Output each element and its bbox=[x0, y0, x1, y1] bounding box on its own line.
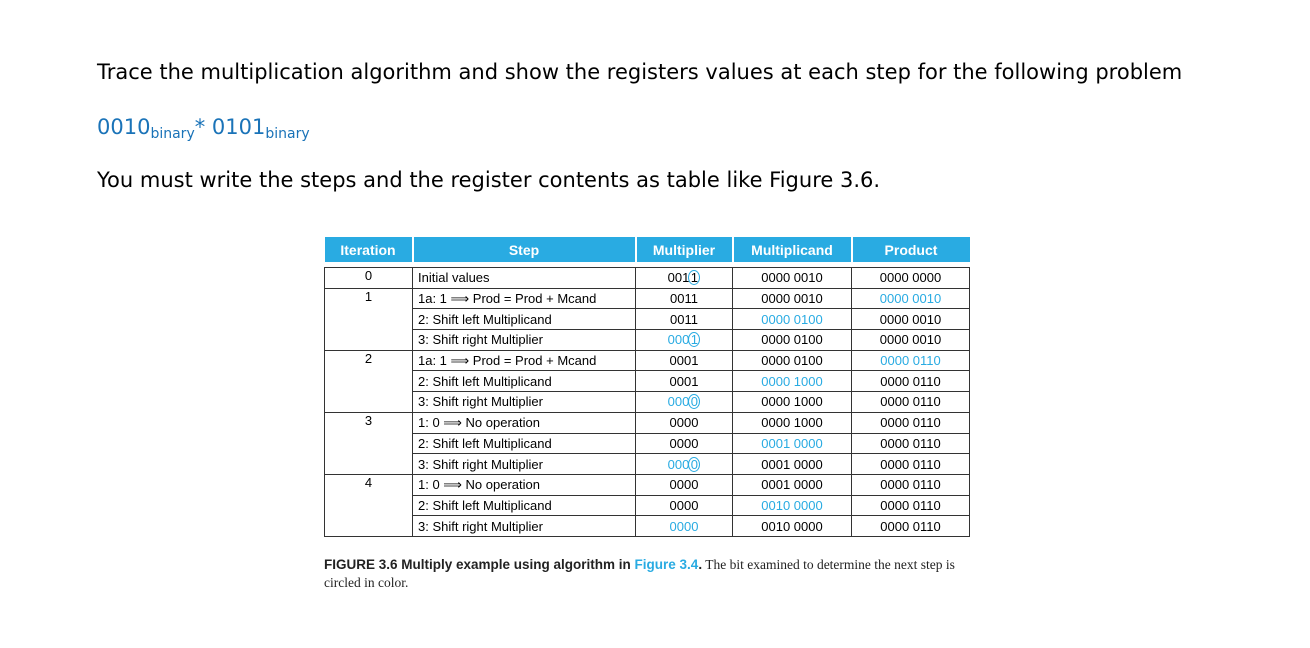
product-cell: 0000 0010 bbox=[852, 288, 970, 309]
multiplier-cell: 0001 bbox=[636, 330, 733, 351]
step-cell: 3: Shift right Multiplier bbox=[413, 454, 636, 475]
product-cell: 0000 0110 bbox=[852, 516, 970, 537]
product-cell: 0000 0110 bbox=[852, 412, 970, 433]
table-row bbox=[325, 474, 970, 495]
product-cell: 0000 0110 bbox=[852, 392, 970, 413]
table-row bbox=[325, 433, 970, 454]
table-row bbox=[325, 371, 970, 392]
header-iteration: Iteration bbox=[325, 237, 413, 262]
multiplicand-cell: 0000 0100 bbox=[733, 309, 852, 330]
table-row bbox=[325, 268, 970, 289]
multiplicand-cell: 0001 0000 bbox=[733, 433, 852, 454]
multiplier-cell: 0000 bbox=[636, 474, 733, 495]
caption-figure-ref: Figure 3.4 bbox=[634, 557, 699, 572]
operand-1-base: binary bbox=[150, 126, 195, 142]
step-cell: 3: Shift right Multiplier bbox=[413, 516, 636, 537]
multiplier-cell: 0011 bbox=[636, 268, 733, 289]
table-row bbox=[325, 309, 970, 330]
product-cell: 0000 0110 bbox=[852, 350, 970, 371]
examined-bit: 1 bbox=[688, 332, 700, 347]
step-cell: 1: 0 ⟹ No operation bbox=[413, 412, 636, 433]
multiplier-cell: 0011 bbox=[636, 309, 733, 330]
multiplicand-cell: 0001 0000 bbox=[733, 454, 852, 475]
iteration-cell: 0 bbox=[325, 268, 413, 289]
step-cell: 2: Shift left Multiplicand bbox=[413, 433, 636, 454]
table-row bbox=[325, 495, 970, 516]
multiplier-cell: 0001 bbox=[636, 371, 733, 392]
table-row bbox=[325, 330, 970, 351]
multiplier-cell: 0011 bbox=[636, 288, 733, 309]
table-row bbox=[325, 288, 970, 309]
iteration-cell: 3 bbox=[325, 412, 413, 474]
header-multiplicand: Multiplicand bbox=[733, 237, 852, 262]
multiplier-cell: 0001 bbox=[636, 350, 733, 371]
product-cell: 0000 0110 bbox=[852, 495, 970, 516]
problem-expression bbox=[97, 115, 310, 142]
step-cell: 2: Shift left Multiplicand bbox=[413, 309, 636, 330]
multiplier-cell: 0000 bbox=[636, 454, 733, 475]
multiplicand-cell: 0000 1000 bbox=[733, 371, 852, 392]
operand-1: 0010 bbox=[97, 115, 151, 139]
multiply-table bbox=[324, 237, 970, 537]
product-cell: 0000 0010 bbox=[852, 309, 970, 330]
product-cell: 0000 0110 bbox=[852, 433, 970, 454]
caption-text: The bit examined to determine the next step is circled in color. bbox=[324, 557, 955, 590]
header-product: Product bbox=[852, 237, 970, 262]
step-cell: 3: Shift right Multiplier bbox=[413, 330, 636, 351]
step-cell: 1a: 1 ⟹ Prod = Prod + Mcand bbox=[413, 350, 636, 371]
multiplicand-cell: 0000 1000 bbox=[733, 392, 852, 413]
examined-bit: 1 bbox=[688, 270, 700, 285]
multiplier-cell: 0000 bbox=[636, 412, 733, 433]
step-cell: 2: Shift left Multiplicand bbox=[413, 495, 636, 516]
multiplicand-cell: 0000 0010 bbox=[733, 288, 852, 309]
step-cell: 3: Shift right Multiplier bbox=[413, 392, 636, 413]
product-cell: 0000 0110 bbox=[852, 474, 970, 495]
multiplicand-cell: 0000 1000 bbox=[733, 412, 852, 433]
multiplicand-cell: 0001 0000 bbox=[733, 474, 852, 495]
table-row bbox=[325, 454, 970, 475]
multiplicand-cell: 0000 0010 bbox=[733, 268, 852, 289]
table-row bbox=[325, 516, 970, 537]
question-line-1: Trace the multiplication algorithm and show the registers values at each step for the following problem bbox=[97, 60, 1183, 84]
header-multiplier: Multiplier bbox=[636, 237, 733, 262]
header-step: Step bbox=[413, 237, 636, 262]
step-cell: 1: 0 ⟹ No operation bbox=[413, 474, 636, 495]
multiplicand-cell: 0010 0000 bbox=[733, 516, 852, 537]
examined-bit: 0 bbox=[688, 457, 700, 472]
table-row bbox=[325, 350, 970, 371]
figure-caption bbox=[324, 556, 974, 592]
multiplier-cell: 0000 bbox=[636, 392, 733, 413]
step-cell: 2: Shift left Multiplicand bbox=[413, 371, 636, 392]
product-cell: 0000 0110 bbox=[852, 371, 970, 392]
multiplier-cell: 0000 bbox=[636, 495, 733, 516]
caption-label: FIGURE 3.6 Multiply example using algorithm in bbox=[324, 557, 635, 572]
step-cell: Initial values bbox=[413, 268, 636, 289]
multiplier-cell: 0000 bbox=[636, 516, 733, 537]
multiplicand-cell: 0000 0100 bbox=[733, 350, 852, 371]
table-row bbox=[325, 392, 970, 413]
multiplicand-cell: 0000 0100 bbox=[733, 330, 852, 351]
operator: * bbox=[194, 115, 212, 139]
table-header-row bbox=[325, 237, 970, 262]
product-cell: 0000 0000 bbox=[852, 268, 970, 289]
multiplicand-cell: 0010 0000 bbox=[733, 495, 852, 516]
iteration-cell: 1 bbox=[325, 288, 413, 350]
examined-bit: 0 bbox=[688, 394, 700, 409]
step-cell: 1a: 1 ⟹ Prod = Prod + Mcand bbox=[413, 288, 636, 309]
iteration-cell: 2 bbox=[325, 350, 413, 412]
iteration-cell: 4 bbox=[325, 474, 413, 536]
operand-2: 0101 bbox=[211, 115, 266, 139]
question-line-3: You must write the steps and the register contents as table like Figure 3.6. bbox=[97, 168, 881, 192]
operand-2-base: binary bbox=[265, 126, 310, 142]
product-cell: 0000 0010 bbox=[852, 330, 970, 351]
product-cell: 0000 0110 bbox=[852, 454, 970, 475]
table-row bbox=[325, 412, 970, 433]
caption-label-end: . bbox=[698, 557, 703, 572]
multiplier-cell: 0000 bbox=[636, 433, 733, 454]
